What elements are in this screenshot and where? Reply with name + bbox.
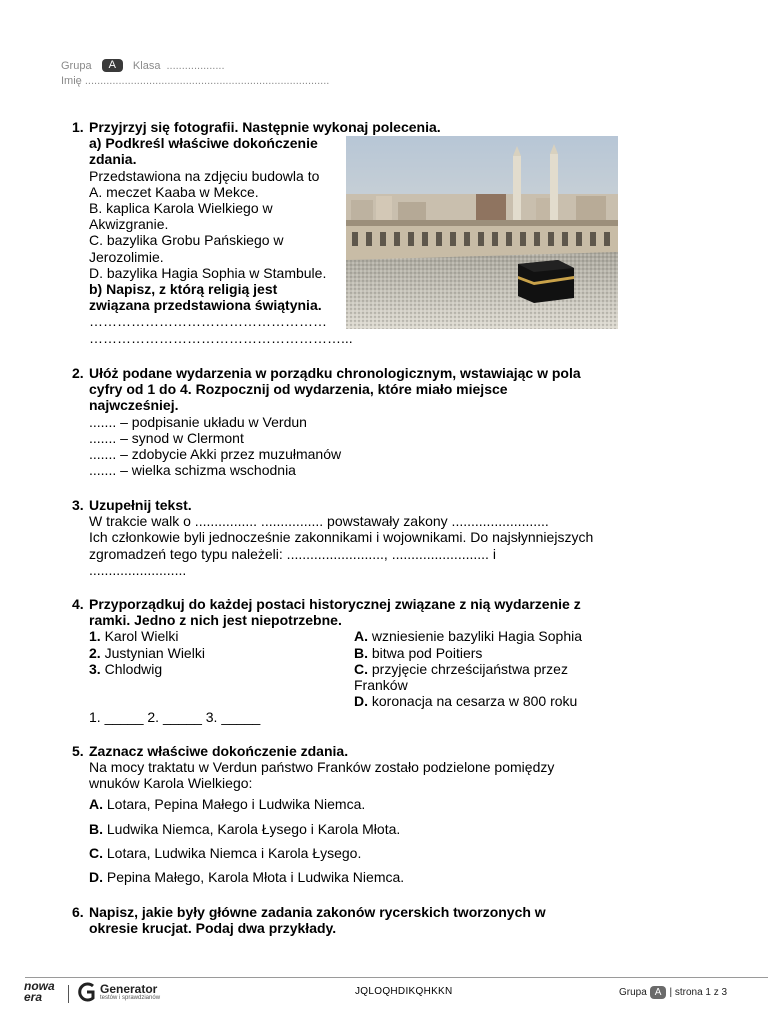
nowa-era-logo: nowa era bbox=[24, 979, 55, 1004]
footer-divider bbox=[25, 977, 768, 978]
question-title: Uzupełnij tekst. bbox=[89, 497, 192, 513]
event-option: A. wzniesienie bazyliki Hagia Sophia bbox=[354, 628, 583, 645]
group-label: Grupa bbox=[61, 59, 92, 72]
test-code: JQLOQHDIKQHKKN bbox=[355, 986, 453, 997]
person-item: 2. Justynian Wielki bbox=[89, 644, 205, 661]
event-item[interactable]: ....... – podpisanie układu w Verdun bbox=[89, 413, 307, 430]
event-option: B. bitwa pod Poitiers bbox=[354, 644, 483, 661]
group-badge: A bbox=[102, 59, 123, 72]
option-a[interactable]: A. meczet Kaaba w Mekce. bbox=[89, 183, 259, 200]
kaaba-photo bbox=[346, 136, 618, 329]
event-box: A. wzniesienie bazyliki Hagia Sophia B. bitwa pod Poitiers C. przyjęcie chrześcijaństwa przez Franków D. koronacja na cesarza w 800 roku bbox=[354, 628, 604, 709]
event-item[interactable]: ....... – synod w Clermont bbox=[89, 429, 244, 446]
question-number: 1. bbox=[72, 119, 84, 135]
name-blank: ................................................................................ bbox=[84, 75, 330, 87]
prompt-text: Na mocy traktatu w Verdun państwo Franków zostało podzielone pomiędzy bbox=[89, 759, 555, 776]
question-title: Przyjrzyj się fotografii. Następnie wykonaj polecenia. bbox=[89, 119, 441, 135]
class-blank: ................... bbox=[166, 59, 225, 72]
generator-title: Generator bbox=[100, 981, 158, 996]
event-option: C. przyjęcie chrześcijaństwa przez bbox=[354, 660, 568, 677]
subtask-a-title: a) Podkreśl właściwe dokończenie bbox=[89, 135, 318, 152]
option-d[interactable]: D. Pepina Małego, Karola Młota i Ludwika Niemca. bbox=[89, 869, 405, 885]
question-number: 4. bbox=[72, 596, 84, 612]
event-item[interactable]: ....... – wielka schizma wschodnia bbox=[89, 462, 296, 479]
fill-text-line[interactable]: ......................... bbox=[89, 561, 187, 578]
group-class-header bbox=[61, 59, 225, 72]
option-c[interactable]: C. bazylika Grobu Pańskiego w bbox=[89, 232, 284, 249]
class-label: Klasa bbox=[132, 59, 161, 72]
question-number: 5. bbox=[72, 743, 84, 759]
question-title: Przyporządkuj do każdej postaci historycznej związane z nią wydarzenie z bbox=[89, 596, 581, 612]
question-1: 1. Przyjrzyj się fotografii. Następnie wykonaj polecenia. a) Podkreśl właściwe dokończenie zdania. Przedstawiona na zdjęciu budowla to A. meczet Kaaba w Mekce. B. kaplica Karola Wielkiego w Akwizgranie. C. bazylika Grobu Pańskiego w Jerozolimie. D. bazylika Hagia Sophia w Stambule. b) Napisz, z którą religią jest związana przedstawiona świątynia. …………………………………………… ………………………………………………... bbox=[72, 119, 632, 351]
option-a[interactable]: A. Lotara, Pepina Małego i Ludwika Niemca. bbox=[89, 796, 366, 812]
generator-subtitle: testów i sprawdzianów bbox=[100, 994, 161, 1001]
prompt-text: Przedstawiona na zdjęciu budowla to bbox=[89, 167, 320, 184]
footer-group-label: Grupa bbox=[619, 987, 647, 998]
answer-blank[interactable]: ………………………………………………... bbox=[89, 329, 353, 346]
generator-g-icon bbox=[78, 982, 96, 1002]
fill-text-line[interactable]: W trakcie walk o ................ ................ powstawały zakony ......................... bbox=[89, 513, 549, 530]
subtask-b-title: b) Napisz, z którą religią jest bbox=[89, 281, 278, 298]
fill-text-line[interactable]: zgromadzeń tego typu należeli: ........................., ......................... i bbox=[89, 545, 496, 562]
page-info bbox=[619, 986, 727, 999]
option-b[interactable]: B. Ludwika Niemca, Karola Łysego i Karola Młota. bbox=[89, 820, 401, 837]
fill-text-line: Ich członkowie byli jednocześnie zakonnikami i wojownikami. Do najsłynniejszych bbox=[89, 529, 594, 546]
person-item: 1. Karol Wielki bbox=[89, 628, 179, 645]
generator-logo bbox=[78, 982, 160, 1002]
page-number: | strona 1 z 3 bbox=[669, 987, 728, 998]
person-item: 3. Chlodwig bbox=[89, 660, 163, 677]
question-number: 2. bbox=[72, 365, 84, 381]
question-title: Napisz, jakie były główne zadania zakonów rycerskich tworzonych w bbox=[89, 904, 546, 920]
answer-blank[interactable]: …………………………………………… bbox=[89, 313, 327, 330]
logo-separator bbox=[68, 985, 69, 1003]
event-option: D. koronacja na cesarza w 800 roku bbox=[354, 693, 578, 710]
name-header bbox=[61, 75, 329, 87]
name-label: Imię bbox=[61, 75, 82, 87]
option-d[interactable]: D. bazylika Hagia Sophia w Stambule. bbox=[89, 264, 327, 281]
question-title: Ułóż podane wydarzenia w porządku chronologicznym, wstawiając w pola bbox=[89, 365, 581, 381]
event-item[interactable]: ....... – zdobycie Akki przez muzułmanów bbox=[89, 446, 342, 463]
footer-group-badge: A bbox=[650, 986, 667, 999]
answer-line[interactable]: 1. _____ 2. _____ 3. _____ bbox=[89, 709, 261, 726]
question-number: 3. bbox=[72, 497, 84, 513]
question-number: 6. bbox=[72, 904, 84, 920]
option-b[interactable]: B. kaplica Karola Wielkiego w bbox=[89, 200, 273, 216]
option-c[interactable]: C. Lotara, Ludwika Niemca i Karola Łysego. bbox=[89, 845, 362, 861]
question-title: Zaznacz właściwe dokończenie zdania. bbox=[89, 743, 349, 759]
